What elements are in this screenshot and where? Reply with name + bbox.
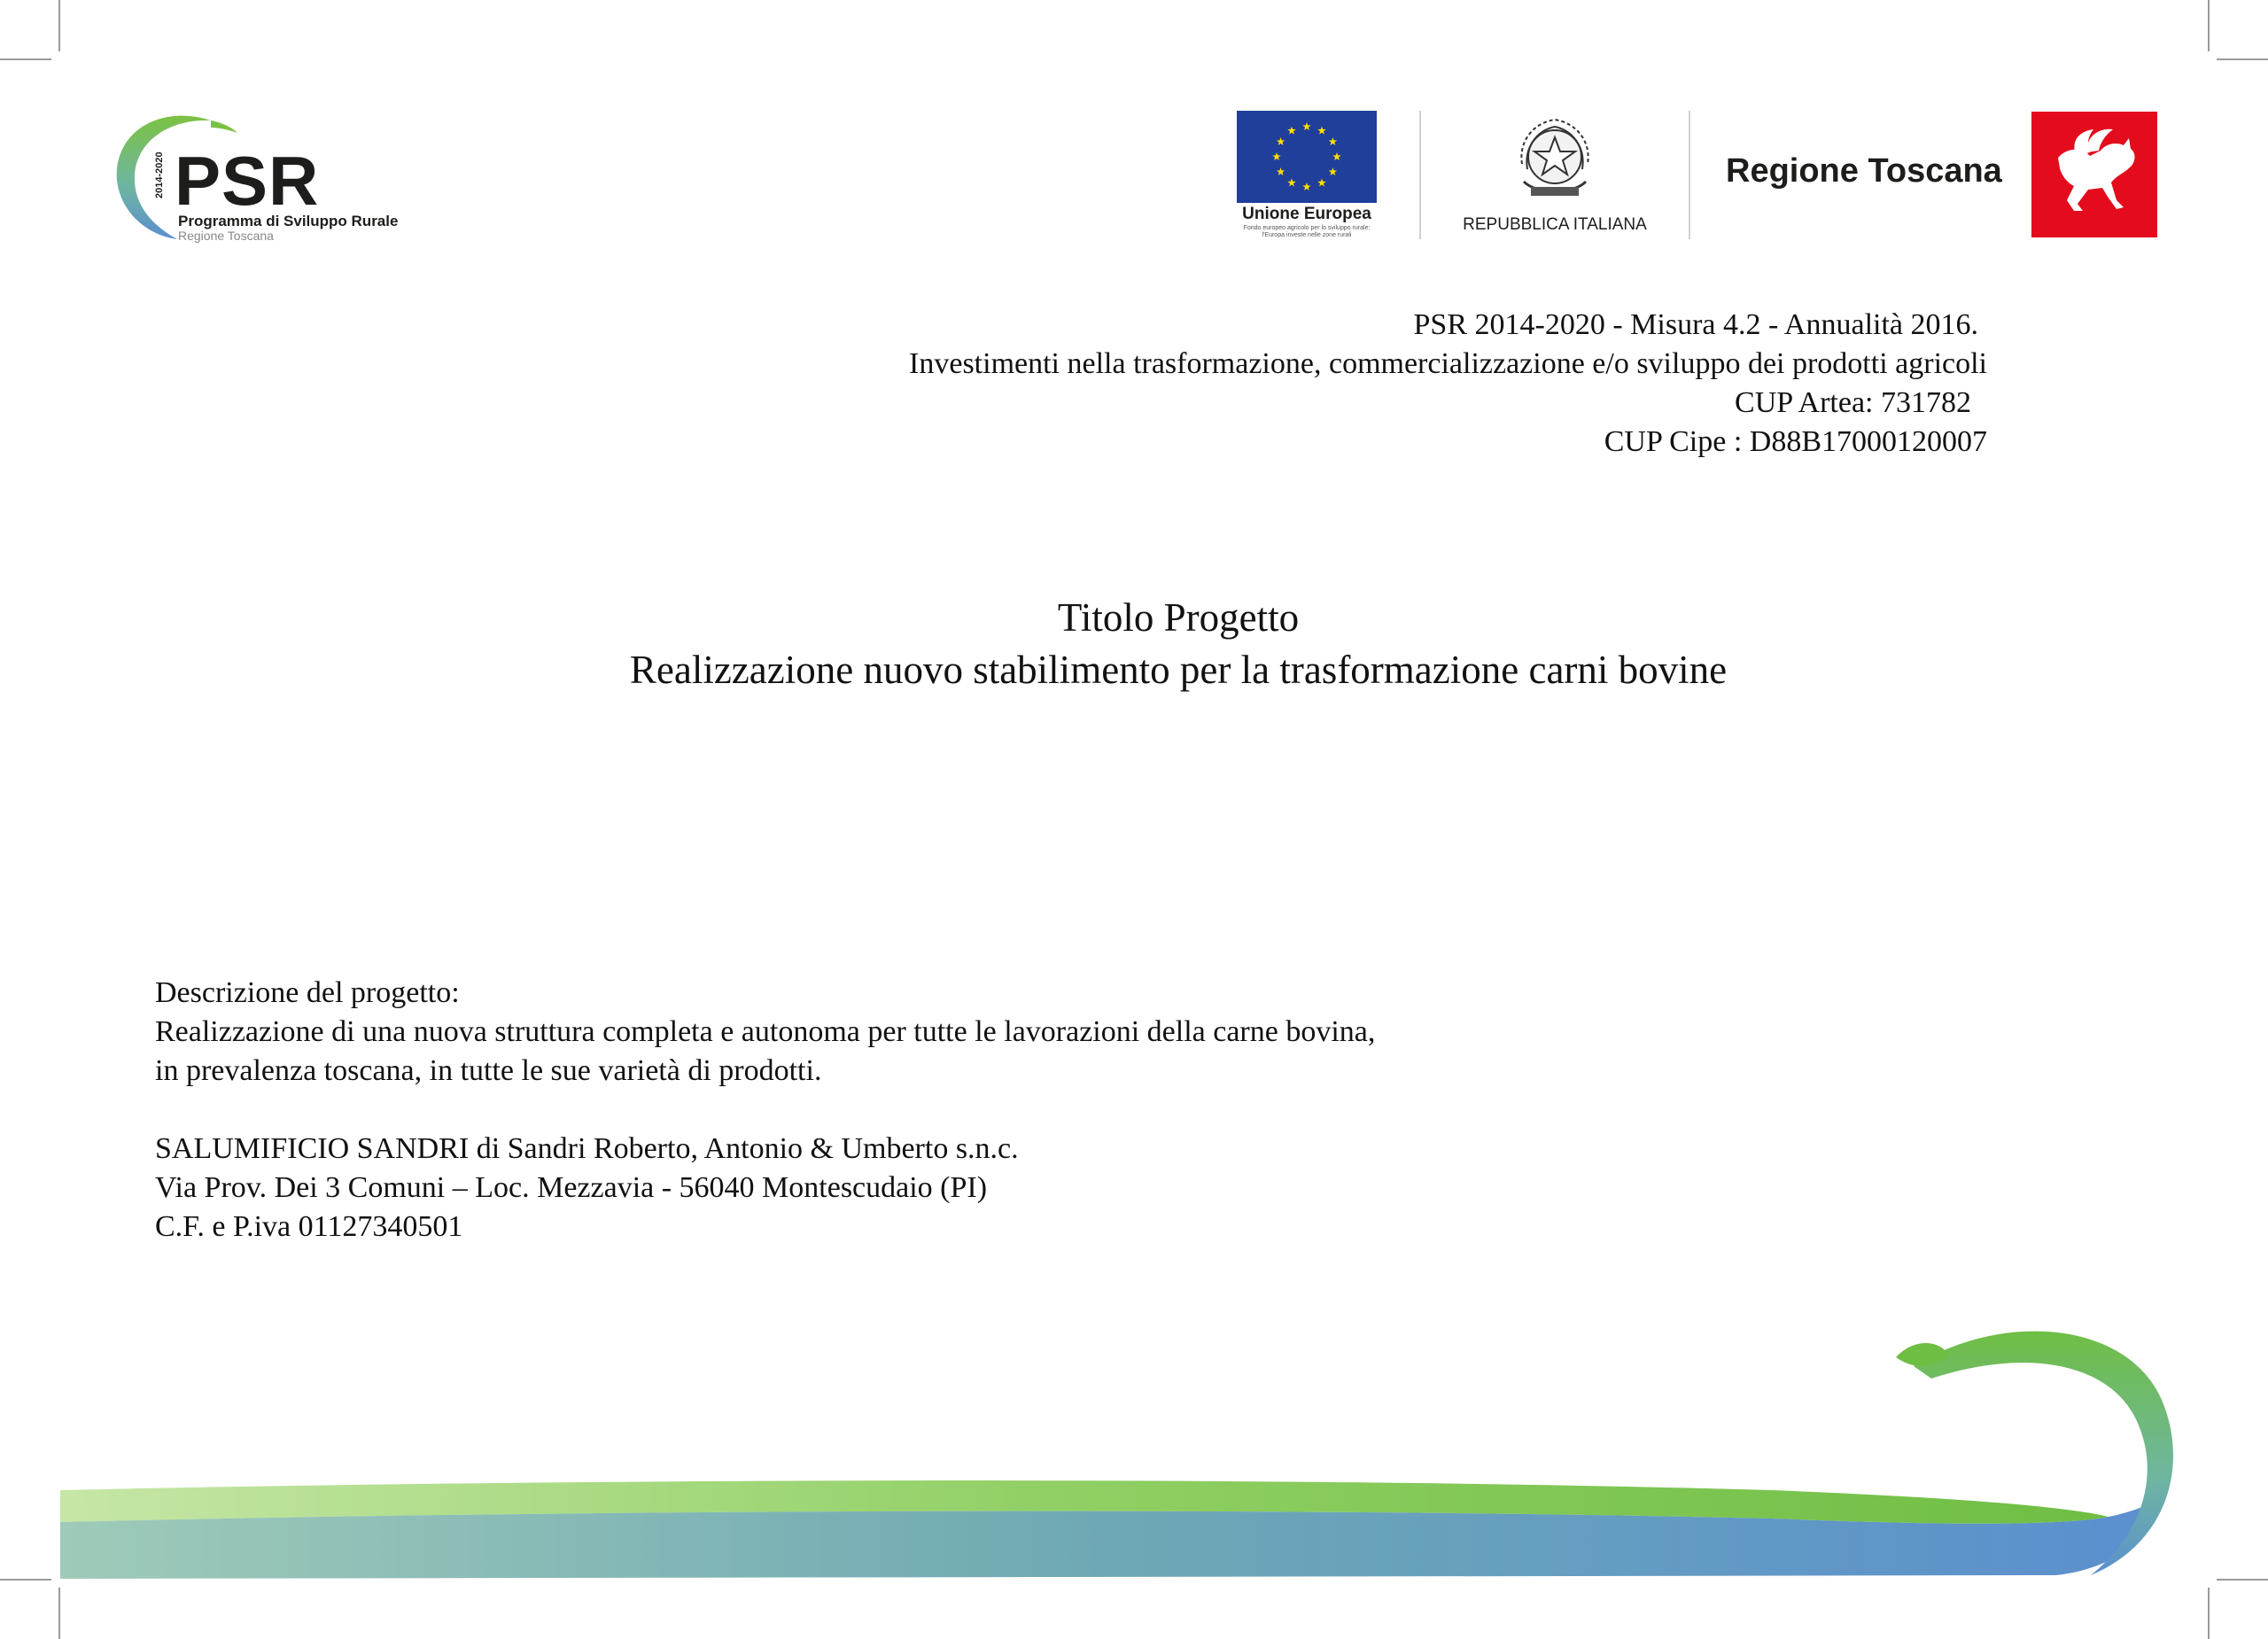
cup-cipe: CUP Cipe : D88B17000120007 bbox=[1604, 425, 1987, 458]
company-address: Via Prov. Dei 3 Comuni – Loc. Mezzavia - 56040 Montescudaio (PI) bbox=[155, 1171, 988, 1204]
psr-region: Regione Toscana bbox=[178, 229, 274, 243]
psr-subtitle: Programma di Sviluppo Rurale bbox=[178, 213, 399, 229]
company-tax-id: C.F. e P.iva 01127340501 bbox=[155, 1210, 463, 1243]
eu-title: Unione Europea bbox=[1242, 205, 1371, 223]
project-title-label: Titolo Progetto bbox=[1057, 595, 1300, 640]
company-name: SALUMIFICIO SANDRI di Sandri Roberto, Antonio & Umberto s.n.c. bbox=[155, 1132, 1019, 1165]
eu-note-line: Fondo europeo agricolo per lo sviluppo rurale: bbox=[1243, 225, 1371, 231]
description-label: Descrizione del progetto: bbox=[155, 976, 460, 1009]
cup-artea: CUP Artea: 731782 bbox=[1735, 386, 1971, 419]
italy-label: REPUBBLICA ITALIANA bbox=[1463, 215, 1647, 234]
psr-years: 2014-2020 bbox=[154, 151, 165, 198]
funding-description: Investimenti nella trasformazione, commercializzazione e/o sviluppo dei prodotti agricoli bbox=[909, 347, 1987, 380]
toscana-label: Regione Toscana bbox=[1726, 152, 2002, 190]
psr-mark: PSR bbox=[175, 142, 320, 220]
eu-note-line: l'Europa investe nelle zone rurali bbox=[1262, 232, 1352, 238]
funding-measure: PSR 2014-2020 - Misura 4.2 - Annualità 2016. bbox=[1413, 308, 1978, 341]
description-line: in prevalenza toscana, in tutte le sue varietà di prodotti. bbox=[155, 1054, 822, 1087]
description-line: Realizzazione di una nuova struttura completa e autonoma per tutte le lavorazioni della carne bovina, bbox=[155, 1015, 1376, 1048]
project-title: Realizzazione nuovo stabilimento per la trasformazione carni bovine bbox=[629, 648, 1728, 692]
